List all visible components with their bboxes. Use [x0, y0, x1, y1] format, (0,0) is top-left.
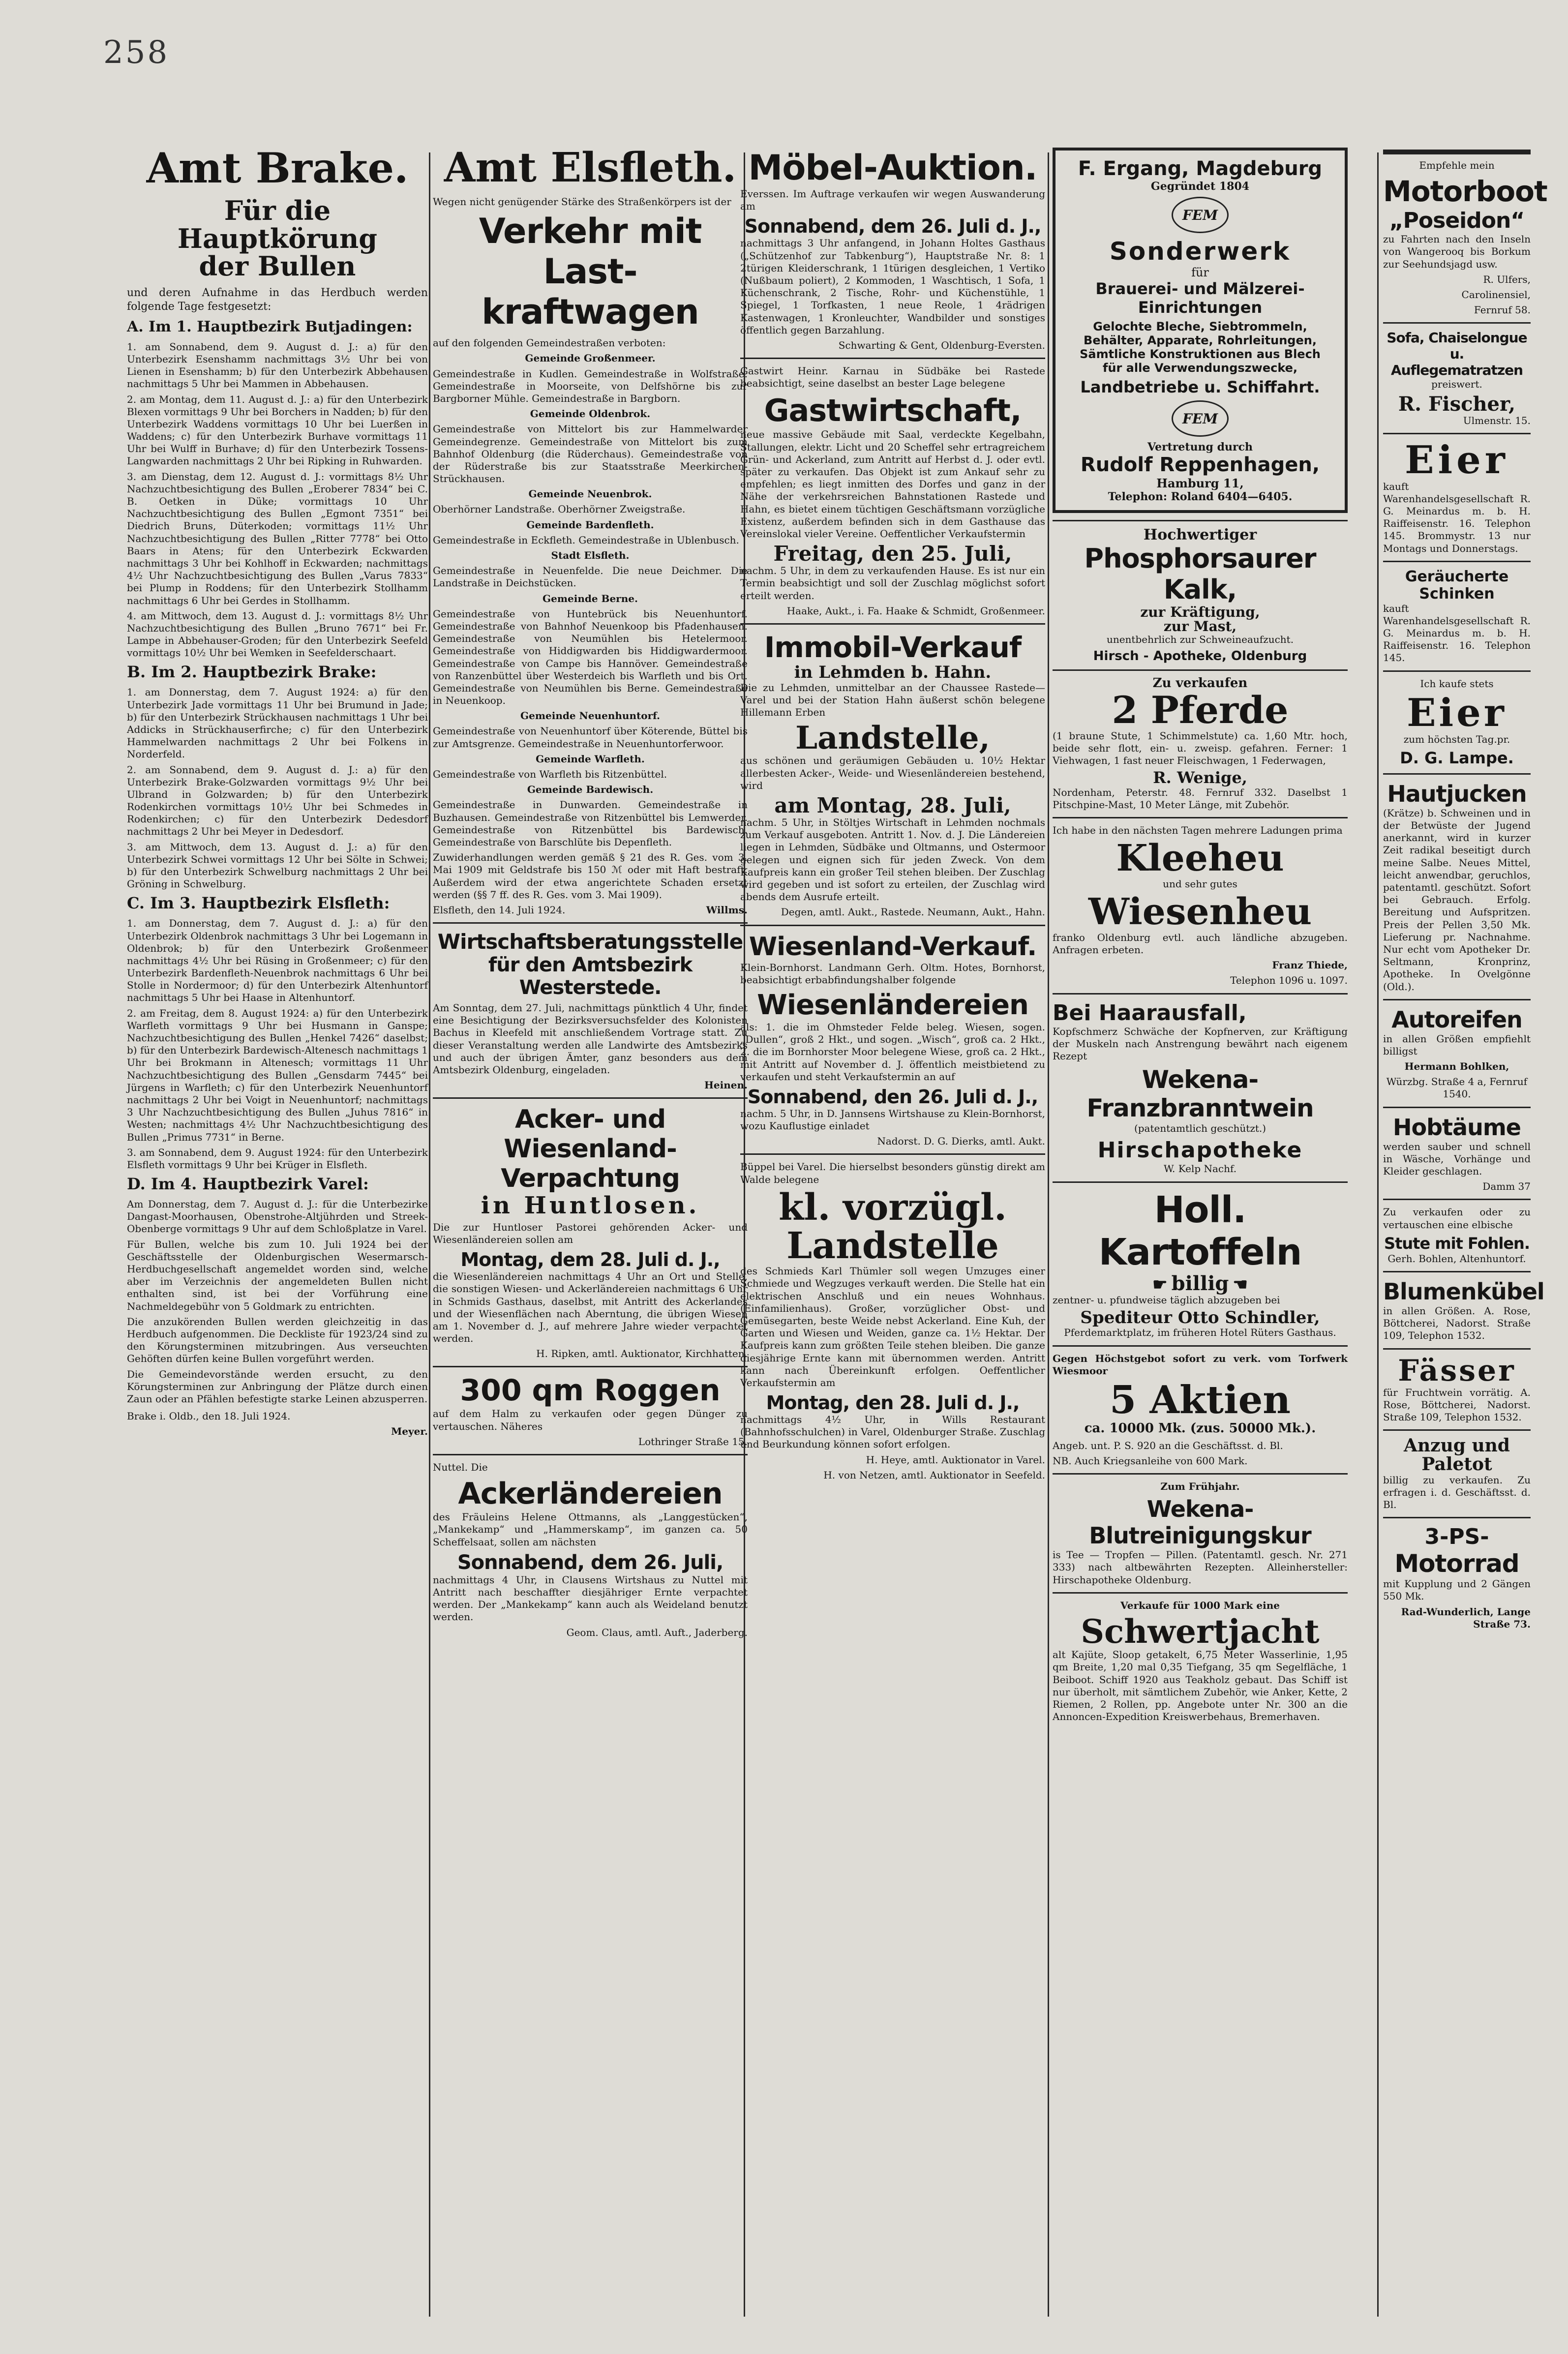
ad-text: (Krätze) b. Schweinen und in der Betwüste der Jugend anerkannt, wird in kurzer Zeit radikal beseitigt durch meine Salbe. Neues Mittel, leicht anwendbar, geruchlos, patentamtl. geschützt. Sofort bei Gebrauch. Erfolg. Bereitung und Aufspritzen. Preis der Pellen 3,50 Mk. Lieferung pr. Nachnahme. Nur echt vom Apotheker Dr. Seltmann, Kronprinz, Apotheke. In Ovelgönne (Old.).	[1383, 807, 1531, 993]
ad-text: nachm. 5 Uhr, in Stöltjes Wirtschaft in Lehmden nochmals zum Verkauf ausgeboten. Antritt 1. Nov. d. J. Die Ländereien liegen in Lehmden, Südbäke und Oltmanns, und Ostermoor gelegen und eignen sich für jeden Zweck. Von dem Kaufpreis kann ein großer Teil stehen bleiben. Der Zuschlag wird gegeben und ist sofort zu erteilen, der Zuschlag wird abends dem Ausrufe erteilt.	[740, 816, 1045, 903]
section-heading: A. Im 1. Hauptbezirk Butjadingen:	[127, 318, 413, 336]
ad-text: auf dem Halm zu verkaufen oder gegen Dünger zu vertauschen. Näheres	[433, 1408, 748, 1432]
column-rule	[429, 152, 430, 2317]
ad-headline: Gastwirtschaft,	[764, 392, 1022, 429]
ad-headline: Hobtäume	[1393, 1114, 1521, 1141]
ad-phone: Telephon 1096 u. 1097.	[1230, 974, 1348, 987]
notice-paragraph: 1. am Donnerstag, dem 7. August d. J.: a) für den Unterbezirk Oldenbrok nachmittags 3 Uhr bei Logemann in Oldenbrok; b) für den Unterbezirk Großenmeer nachmittags 4½ Uhr bei Rüsing in Großenmeer; c) für den Unterbezirk Bardenfleth-Neuenbrok nachmittags 6 Uhr bei Stolle in Nordermoor; d) für den Unterbezirk Altenhuntorf nachmittags 5 Uhr bei Haase in Altenhuntorf.	[127, 917, 428, 1004]
district-heading: Gemeinde Warfleth.	[536, 753, 645, 765]
ad-headline: Holl. Kartoffeln	[1098, 1188, 1302, 1273]
page-number: 258	[103, 34, 170, 71]
divider	[1383, 1517, 1531, 1518]
ad-signature: Gerh. Bohlen, Altenhuntorf.	[1387, 1252, 1526, 1265]
ad-headline: Bei Haarausfall,	[1053, 1000, 1247, 1026]
street-list: Gemeindestraße in Eckfleth. Gemeindestraße in Ublenbusch.	[433, 534, 739, 546]
ad-text: Ich kaufe stets	[1420, 677, 1494, 690]
divider	[740, 925, 1045, 926]
divider	[1383, 1429, 1531, 1431]
ad-date: am Montag, 28. Juli,	[774, 793, 1011, 817]
divider	[1383, 1348, 1531, 1350]
notice-intro: auf den folgenden Gemeindestraßen verboten:	[433, 337, 666, 349]
notice-paragraph: Die anzukörenden Bullen werden gleichzeitig in das Herdbuch aufgenommen. Die Deckliste für 1923/24 sind zu den Körungsterminen mitzubringen. Aus verseuchten Gehöften dürfen keine Bullen vorgeführt werden.	[127, 1315, 428, 1365]
notice-headline: Verkehr mit Last-	[479, 211, 702, 292]
ad-text: Landbetriebe u. Schiffahrt.	[1080, 378, 1320, 396]
ad-signature: Nadorst. D. G. Dierks, amtl. Aukt.	[877, 1135, 1045, 1147]
district-heading: Gemeinde Neuenhuntorf.	[520, 710, 660, 722]
ad-headline: Eier	[1405, 437, 1509, 483]
ad-date: Montag, dem 28. Juli d. J.,	[460, 1249, 720, 1271]
ad-text: als: 1. die im Ohmsteder Felde beleg. Wiesen, sogen. „Dullen“, groß 2 Hkt., und sogen. „Wisch“, groß ca. 2 Hkt., 2. die im Bornhorster Moor belegene Wiese, groß ca. 2 Hkt., mit Antritt auf November d. J. öffentlich meistbietend zu verkaufen und steht Verkaufstermin an auf	[740, 1021, 1045, 1083]
ad-founded: Gegründet 1804	[1150, 180, 1250, 193]
ad-text: unentbehrlich zur Schweineaufzucht.	[1106, 634, 1294, 646]
ad-headline: Paletot	[1421, 1453, 1492, 1475]
divider	[1383, 999, 1531, 1000]
divider	[1053, 669, 1348, 671]
ad-text: Hochwertiger	[1143, 526, 1257, 543]
ad-text: Pferdemarktplatz, im früheren Hotel Rüters Gasthaus.	[1064, 1327, 1336, 1339]
ad-headline: Kleeheu	[1116, 837, 1284, 880]
ad-signature: Carolinensiel,	[1461, 288, 1531, 301]
notice-paragraph: 2. am Sonnabend, dem 9. August d. J.: a) für den Unterbezirk Brake-Golzwarden vormittags 9½ Uhr bei Ulbrand in Golzwarden; b) für den Unterbezirk Rodenkirchen vormittags 10½ Uhr bei Schmedes in Rodenkirchen; c) für den Unterbezirk Dedesdorf nachmittags 2 Uhr bei Meyer in Dedesdorf.	[127, 763, 428, 838]
notice-amt-brake	[127, 144, 428, 1441]
district-heading: Gemeinde Großenmeer.	[525, 352, 656, 364]
ad-company: F. Ergang, Magdeburg	[1078, 157, 1323, 180]
ad-signature: Spediteur Otto Schindler,	[1080, 1307, 1320, 1328]
notice-paragraph: Für Bullen, welche bis zum 10. Juli 1924 bei der Geschäftsstelle der Oldenburgischen Wesermarsch-Herdbuchgesellschaft angemeldet worden sind, welche aber im Verzeichnis der angemeldeten Bullen nicht enthalten sind, ist bei der Vorführung eine Nachmeldegebühr von 5 Goldmark zu entrichten.	[127, 1238, 428, 1312]
ad-text: Gelochte Bleche, Siebtrommeln,	[1093, 320, 1307, 333]
notice-paragraph: 1. am Sonnabend, dem 9. August d. J.: a) für den Unterbezirk Esenshamm nachmittags 3½ Uhr bei von Lienen in Esenshamm; b) für den Unterbezirk Abbehausen nachmittags 5 Uhr bei Mammen in Abbehausen.	[127, 340, 428, 390]
ad-text: Vertretung durch	[1147, 441, 1253, 453]
divider	[1383, 1107, 1531, 1108]
notice-title: Amt Elsfleth.	[444, 144, 737, 191]
ad-headline: Wiesenland-Verkauf.	[749, 932, 1037, 962]
ads-column-commercial	[1053, 148, 1348, 1726]
ad-text: Everssen. Im Auftrage verkaufen wir wegen Auswanderung am	[740, 188, 1045, 212]
ad-headline: Wiesenländereien	[757, 989, 1028, 1021]
ad-headline: Schinken	[1419, 585, 1495, 603]
ad-text: Klein-Bornhorst. Landmann Gerh. Oltm. Hotes, Bornhorst, beabsichtigt erbabfindungshalber folgende	[740, 961, 1045, 986]
divider	[740, 623, 1045, 625]
ad-billig: ☛ billig ☚	[1152, 1271, 1248, 1295]
notice-place-date: Brake i. Oldb., den 18. Juli 1924.	[127, 1410, 291, 1422]
column-rule	[1377, 152, 1379, 2317]
street-list: Gemeindestraße von Huntebrück bis Neuenhuntorf. Gemeindestraße von Bahnhof Neuenkoop bis Pfadenhausen. Gemeindestraße von Neumühlen bis Hetelermoor. Gemeindestraße von Hiddigwarden bis Hiddigwardermoor. Gemeindestraße von Campe bis Hannöver. Gemeindestraße von Ranzenbüttel über Westerdeich bis Warfleth und bis Ort. Gemeindestraße von Neumühlen bis Berne. Gemeindestraße in Neuenkoop.	[433, 607, 748, 707]
divider	[1383, 561, 1531, 562]
pointing-hand-icon: ☛	[1152, 1274, 1168, 1295]
ad-text: des Schmieds Karl Thümler soll wegen Umzuges einer Schmiede und Wegzuges verkauft werden. Die Stelle hat ein elektrischen Anschluß und ein neues Wohnhaus. (Einfamilienhaus). Großer, vorzüglicher Obst- und Gemüsegarten, beste Weide nebst Ackerland. Eine Kuh, der Garten und Wiesen und Weiden, ganze ca. 1½ Hektar. Der Kaufpreis kann zum größten Teile stehen bleiben. Die ganze diesjährige Ernte kann mit übernommen werden. Antritt kann nach Übereinkunft erfolgen. Oeffentlicher Verkaufstermin am	[740, 1265, 1045, 1388]
ad-headline: Immobil-Verkauf	[764, 630, 1022, 664]
ad-text: ca. 10000 Mk. (zus. 50000 Mk.).	[1084, 1420, 1316, 1436]
ad-headline: Fässer	[1398, 1353, 1516, 1388]
divider	[1053, 1592, 1348, 1594]
ad-headline: „Poseidon“	[1389, 208, 1525, 234]
ad-signature: Rad-Wunderlich, Lange Straße 73.	[1401, 1605, 1531, 1630]
divider	[1383, 322, 1531, 324]
district-heading: Gemeinde Bardenfleth.	[526, 518, 654, 531]
ad-text: franko Oldenburg evtl. auch ländliche abzugeben. Anfragen erbeten.	[1053, 931, 1348, 956]
ad-headline: Wekena-Franzbranntwein	[1086, 1065, 1314, 1123]
ad-headline: Phosphorsaurer Kalk,	[1084, 543, 1316, 605]
notice-paragraph: 2. am Montag, dem 11. August d. J.: a) für den Unterbezirk Blexen vormittags 9 Uhr bei Borchers in Nadden; b) für den Unterbezirk Waddens vormittags 10 Uhr bei Luerßen in Waddens; c) für den Unterbezirk Burhave vormittags 11 Uhr bei Wulff in Burhave; d) für den Unterbezirk Tossens-Langwarden nachmittags 2 Uhr bei Ripking in Ruhwarden.	[127, 393, 428, 467]
ad-box-ergang	[1053, 148, 1348, 513]
notice-paragraph: Die Gemeindevorstände werden ersucht, zu den Körungsterminen zur Anbringung der Plätze durch einen Zaun oder an Pfählen befestigte starke Leinen abzusperren.	[127, 1368, 428, 1405]
notice-paragraph: 3. am Dienstag, dem 12. August d. J.: vormittags 8½ Uhr Nachzuchtbesichtigung des Bullen „Eroberer 7834“ bei C. B. Oetken in Düke; vormittags 10 Uhr Nachzuchtbesichtigung des Bullen „Egmont 7351“ bei Diedrich Bruns, Düterkoden; vormittags 11½ Uhr Nachzuchtbesichtigung des Bullen „Ritter 7778“ bei Otto Baars in Atens; für den Unterbezirk Eckwarden nachmittags 3 Uhr bei Kohlhoff in Eckwarden; nachmittags 4½ Uhr Nachzuchtbesichtigung des Bullen „Varus 7833“ bei Plump in Roddens; für den Unterbezirk Stollhamm nachmittags 6 Uhr bei Gerdes in Stollhamm.	[127, 470, 428, 606]
ad-text: kauft Warenhandelsgesellschaft R. G. Meinardus m. b. H. Raiffeisenstr. 16. Telephon 145. Brommystr. 13 nur Montags und Donnerstags.	[1383, 480, 1531, 554]
ad-text: Nordenham, Peterstr. 48. Fernruf 332. Daselbst 1 Pitschpine-Mast, 10 Meter Länge, mit Zubehör.	[1053, 786, 1348, 811]
ad-address: Lothringer Straße 15.	[638, 1435, 748, 1448]
ads-column-auctions	[740, 148, 1045, 1484]
ad-headline: Landstelle	[786, 1224, 999, 1267]
ad-address: Ulmenstr. 15.	[1463, 414, 1531, 426]
ad-headline: Acker- und Wiesenland-	[504, 1105, 677, 1164]
section-heading: C. Im 3. Hauptbezirk Elsfleth:	[127, 894, 390, 913]
penalty-text: Zuwiderhandlungen werden gemäß § 21 des R. Ges. vom 3. Mai 1909 mit Geldstrafe bis 150 ℳ oder mit Haft bestraft. Außerdem wird der etwa angerichtete Schaden ersetzt werden (§§ 7 ff. des R. Ges. vom 3. Mai 1909).	[433, 851, 748, 901]
divider	[1053, 993, 1348, 995]
ad-headline: Wirtschaftsberatungsstelle	[437, 930, 743, 954]
ad-date: Freitag, den 25. Juli,	[773, 542, 1012, 566]
ad-headline: Hautjucken	[1387, 780, 1527, 807]
ad-headline: Möbel-Auktion.	[748, 148, 1037, 188]
ad-headline: Blumenkübel	[1383, 1278, 1544, 1305]
ad-headline: Eier	[1407, 690, 1507, 735]
district-heading: Gemeinde Berne.	[543, 592, 638, 604]
ad-address: Würzbg. Straße 4 a, Fernruf 1540.	[1386, 1076, 1528, 1100]
notice-signature: Meyer.	[391, 1425, 428, 1438]
ad-text: Zum Frühjahr.	[1160, 1480, 1240, 1492]
ad-text: nachm. 5 Uhr, in dem zu verkaufenden Hause. Es ist nur ein Termin beabsichtigt und soll der Zuschlag möglichst sofort erteilt werden.	[740, 565, 1045, 602]
district-heading: Gemeinde Neuenbrok.	[528, 488, 652, 500]
ad-headline: Sofa, Chaiselongue u. Auflegematratzen	[1387, 330, 1527, 379]
ad-headline: Ackerländereien	[458, 1477, 723, 1511]
ad-signature: R. Ulfers,	[1483, 273, 1531, 285]
ad-signature: Heinen.	[704, 1079, 748, 1091]
company-logo-icon: FEM	[1172, 400, 1229, 437]
ad-text: die Wiesenländereien nachmittags 4 Uhr an Ort und Stelle, die sonstigen Wiesen- und Ackerländereien nachmittags 6 Uhr in Schmids Gasthaus, daselbst, mit Antritt des Ackerlandes und der Wiesenflächen nach Aberntung, die übrigen Wiesen am 1. November d. J., auf mehrere Jahre wieder verpachtet werden.	[433, 1270, 748, 1345]
ad-text: zu Fahrten nach den Inseln von Wangerooq bis Borkum zur Seehundsjagd usw.	[1383, 233, 1531, 270]
section-heading: B. Im 2. Hauptbezirk Brake:	[127, 663, 377, 682]
ad-text: Nuttel. Die	[433, 1461, 488, 1474]
ad-headline: Wiesenheu	[1088, 891, 1312, 934]
ad-text: NB. Auch Kriegsanleihe von 600 Mark.	[1053, 1454, 1248, 1467]
divider	[1383, 433, 1531, 434]
ad-text: Brauerei- und Mälzerei-	[1095, 279, 1305, 298]
ad-headline: Autoreifen	[1391, 1006, 1522, 1033]
ad-text: kauft Warenhandelsgesellschaft R. G. Meinardus m. b. H. Raiffeisenstr. 16. Telephon 145.	[1383, 602, 1531, 664]
street-list: Oberhörner Landstraße. Oberhörner Zweigstraße.	[433, 503, 686, 515]
ad-text: in allen Größen empfiehlt billigst	[1383, 1032, 1531, 1057]
ad-text: für alle Verwendungszwecke,	[1102, 361, 1298, 375]
ad-headline: in Huntlosen.	[481, 1192, 700, 1220]
ad-text: Sämtliche Konstruktionen aus Blech	[1080, 347, 1321, 361]
pointing-hand-icon: ☚	[1233, 1274, 1248, 1295]
divider	[1053, 1345, 1348, 1347]
notice-paragraph: 1. am Donnerstag, dem 7. August 1924: a) für den Unterbezirk Jade vormittags 11 Uhr bei Brumund in Jade; b) für den Unterbezirk Strückhausen nachmittags 1 Uhr bei Addicks in Strückhauserfirche; c) für den Unterbezirk Hammelwarden nachmittags 2 Uhr bei Folkens in Norderfeld.	[127, 686, 428, 760]
ad-signature: Geom. Claus, amtl. Auft., Jaderberg.	[566, 1626, 748, 1638]
ad-text: zum höchsten Tag.pr.	[1403, 733, 1510, 745]
divider	[433, 1454, 748, 1455]
ads-column-small	[1383, 148, 1547, 1633]
ad-text: Am Sonntag, dem 27. Juli, nachmittags pünktlich 4 Uhr, findet eine Besichtigung der Bezirksversuchsfelder des Kolonisten Bachus in Kleefeld mit anschließendem Vortrage statt. Zu dieser Veranstaltung werden alle Landwirte des Amtsbezirks und auch der übrigen Ämter, ganz besonders aus dem Amtsbezirk Oldenburg, eingeladen.	[433, 1002, 748, 1076]
ad-headline: Geräucherte	[1405, 568, 1509, 585]
ad-headline: Schwertjacht	[1081, 1612, 1320, 1651]
ad-date: Montag, den 28. Juli d. J.,	[766, 1392, 1020, 1414]
ad-headline: für den Amtsbezirk Westerstede.	[488, 954, 693, 999]
street-list: Gemeindestraße in Kudlen. Gemeindestraße in Wolfstraße. Gemeindestraße in Moorseite, von Delfshörne bis zur Bargborner Mühle. Gemeindestraße in Bargborn.	[433, 367, 748, 404]
ad-headline: Landstelle,	[795, 720, 990, 757]
district-heading: Stadt Elsfleth.	[551, 549, 630, 561]
ad-text: zur Mast,	[1163, 618, 1237, 634]
divider	[1053, 817, 1348, 818]
ad-signature: H. Heye, amtl. Auktionator in Varel.	[866, 1453, 1045, 1466]
divider	[1383, 1199, 1531, 1200]
ad-headline: 300 qm Roggen	[460, 1373, 721, 1408]
ad-text: Die zur Huntloser Pastorei gehörenden Acker- und Wiesenländereien sollen am	[433, 1221, 748, 1245]
divider	[1383, 670, 1531, 672]
divider	[1053, 1473, 1348, 1475]
divider	[433, 1097, 748, 1099]
notice-paragraph: 3. am Sonnabend, dem 9. August 1924: für den Unterbezirk Elsfleth vormittags 9 Uhr bei Krüger in Elsfleth.	[127, 1146, 428, 1171]
ad-phone: Telephon: Roland 6404—6405.	[1108, 490, 1293, 503]
ad-headline: Stute mit Fohlen.	[1384, 1234, 1530, 1253]
notice-headline: kraftwagen	[482, 292, 699, 332]
ad-headline: Anzug und	[1404, 1435, 1510, 1456]
district-heading: Gemeinde Bardewisch.	[527, 784, 654, 796]
ad-text: mit Kupplung und 2 Gängen 550 Mk.	[1383, 1578, 1531, 1602]
ad-date: Sonnabend, dem 26. Juli d. J.,	[744, 215, 1041, 238]
ad-signature: Haake, Aukt., i. Fa. Haake & Schmidt, Großenmeer.	[786, 604, 1045, 617]
ad-headline: Wekena-Blutreinigungskur	[1089, 1496, 1311, 1549]
notice-place-date: Elsfleth, den 14. Juli 1924. Willms.	[433, 904, 748, 916]
ad-text: Ich habe in den nächsten Tagen mehrere Ladungen prima	[1053, 824, 1343, 837]
ad-text: W. Kelp Nachf.	[1163, 1163, 1237, 1175]
divider	[1053, 520, 1348, 521]
ad-text: Zu verkaufen	[1152, 676, 1248, 691]
ad-signature: H. Ripken, amtl. Auktionator, Kirchhatten.	[536, 1348, 748, 1360]
notice-intro: Wegen nicht genügender Stärke des Straßenkörpers ist der	[433, 196, 731, 208]
notice-subtitle: der Bullen	[199, 250, 356, 282]
district-heading: Gemeinde Oldenbrok.	[530, 408, 651, 420]
ad-date: Sonnabend, den 26. Juli d. J.,	[747, 1086, 1038, 1108]
ad-text: für Fruchtwein vorrätig. A. Rose, Böttcherei, Nadorst. Straße 109, Telephon 1532.	[1383, 1386, 1531, 1423]
ad-text: nachm. 5 Uhr, in D. Jannsens Wirtshause zu Klein-Bornhorst, wozu Kauflustige einladet	[740, 1107, 1045, 1132]
ad-text: Gastwirt Heinr. Karnau in Südbäke bei Rastede beabsichtigt, seine daselbst an bester Lage belegene	[740, 365, 1045, 390]
notice-title: Amt Brake.	[146, 144, 409, 192]
divider	[1383, 1271, 1531, 1272]
ad-text: für	[1191, 266, 1209, 279]
ad-text: und sehr gutes	[1163, 877, 1237, 890]
ad-text: werden sauber und schnell in Wäsche, Vorhänge und Kleider geschlagen.	[1383, 1140, 1531, 1177]
ad-signature: D. G. Lampe.	[1400, 748, 1514, 767]
divider	[1383, 150, 1531, 154]
ad-text: nachmittags 4½ Uhr, in Wills Restaurant (Bahnhofsschulchen) in Varel, Oldenburger Straße. Zuschlag und Beurkundung können sofort erfolgen.	[740, 1414, 1045, 1450]
divider	[740, 1153, 1045, 1155]
ad-date: Sonnabend, dem 26. Juli,	[457, 1551, 724, 1574]
ad-text: zur Kräftigung,	[1140, 604, 1260, 620]
ad-text: Behälter, Apparate, Rohrleitungen,	[1084, 333, 1317, 347]
divider	[1053, 1181, 1348, 1183]
ad-headline: 3-PS-	[1424, 1524, 1489, 1550]
ad-text: (patentamtlich geschützt.)	[1134, 1122, 1266, 1135]
ad-text: alt Kajüte, Sloop getakelt, 6,75 Meter Wasserlinie, 1,95 qm Breite, 1,20 mal 0,35 Tiefgang, 35 qm Segelfläche, 1 Beiboot. Schiff 1920 aus Teakholz gebaut. Das Schiff ist nur überholt, mit sämtlichem Zubehör, wie Anker, Kette, 2 Riemen, 2 Rollen, pp. Angebote unter Nr. 300 an die Annoncen-Expedition Kreiswerbehaus, Bremerhaven.	[1053, 1649, 1348, 1723]
notice-amt-elsfleth	[433, 144, 748, 1642]
ad-text: Gegen Höchstgebot sofort zu verk. vom Torfwerk Wiesmoor	[1053, 1352, 1348, 1377]
ad-text: des Fräuleins Helene Ottmanns, als „Langgestücken“, „Mankekamp“ und „Hammerskamp“, im ganzen ca. 50 Scheffelsaat, sollen am nächsten	[433, 1511, 748, 1548]
ad-company: Rudolf Reppenhagen,	[1080, 453, 1320, 476]
street-list: Gemeindestraße in Neuenfelde. Die neue Deichmer. Die Landstraße in Deichstücken.	[433, 565, 748, 589]
street-list: Gemeindestraße in Dunwarden. Gemeindestraße in Buzhausen. Gemeindestraße von Ritzenbüttel bis Lemwerder. Gemeindestraße von Ritzenbüttel bis Bardewisch. Gemeindestraße von Barschlüte bis Depenfleth.	[433, 799, 748, 848]
ad-headline: 2 Pferde	[1112, 688, 1289, 732]
divider	[433, 922, 748, 924]
notice-intro: und deren Aufnahme in das Herdbuch werden folgende Tage festgesetzt:	[127, 287, 428, 313]
ad-text: aus schönen und geräumigen Gebäuden u. 10½ Hektar allerbesten Acker-, Weide- und Wiesenländereien bestehend, wird	[740, 754, 1045, 791]
street-list: Gemeindestraße von Neuenhuntorf über Köterende, Büttel bis zur Amtsgrenze. Gemeindestraße in Neuenhuntorferwoor.	[433, 725, 748, 750]
ad-text: Kopfschmerz Schwäche der Kopfnerven, zur Kräftigung der Muskeln nach Anstrengung bewährt nach eigenem Rezept	[1053, 1025, 1348, 1062]
ad-text: (1 braune Stute, 1 Schimmelstute) ca. 1,60 Mtr. hoch, beide sehr flott, ein- u. zweisp. gefahren. Ferner: 1 Viehwagen, 1 fast neuer Fleischwagen, 1 Federwagen,	[1053, 729, 1348, 766]
divider	[433, 1366, 748, 1367]
ad-text: Verkaufe für 1000 Mark eine	[1120, 1599, 1280, 1611]
ad-text: in allen Größen. A. Rose, Böttcherei, Nadorst. Straße 109, Telephon 1532.	[1383, 1304, 1531, 1342]
column-rule	[1048, 152, 1049, 2317]
ad-headline: kl. vorzügl.	[779, 1186, 1007, 1229]
ad-signature: Hirsch - Apotheke, Oldenburg	[1093, 649, 1307, 664]
notice-paragraph: Am Donnerstag, dem 7. August d. J.: für die Unterbezirke Dangast-Moorhausen, Obenstrohe-Altjührden und Streek-Obenberge vormittags 9 Uhr auf dem Schloßplatze in Varel.	[127, 1198, 428, 1235]
company-logo-icon: FEM	[1172, 197, 1229, 233]
ad-text: Zu verkaufen oder zu vertauschen eine elbische	[1383, 1206, 1531, 1231]
ad-signature: Hermann Bohlken,	[1404, 1060, 1509, 1073]
ad-text: preiswert.	[1431, 378, 1482, 391]
ad-text: Einrichtungen	[1138, 298, 1263, 317]
ad-text: neue massive Gebäude mit Saal, verdeckte Kegelbahn, Stallungen, elektr. Licht und 20 Scheffel sehr ertragreichem Grün- und Ackerland, zum Antritt auf Herbst d. J. oder evtl. später zu verkaufen. Das Objekt ist zum Ankauf sehr zu empfehlen; es liegt inmitten des Dorfes und ganz in der Nähe der verkehrsreichen Bahnstationen Rastede und Hahn, es bietet einem tüchtigen Geschäftsmann vorzügliche Existenz, außerdem befinden sich in dem Gasthause das Vereinslokal vieler Vereine. Oeffentlicher Verkaufstermin	[740, 428, 1045, 540]
ad-address: Hamburg 11,	[1156, 476, 1244, 490]
ad-text: nachmittags 3 Uhr anfangend, in Johann Holtes Gasthaus („Schützenhof zur Tabkenburg“), Hauptstraße Nr. 8: 1 2türigen Kleiderschrank, 1 1türigen desgleichen, 1 Vertiko (Nußbaum poliert), 2 Kommoden, 1 Waschtisch, 1 Sofa, 1 Küchenschrank, 2 Tische, Rohr- und Küchenstühle, 1 Spiegel, 1 Torfkasten, 1 neue Reole, 1 4rädrigen Kastenwagen, 1 Kronleuchter, Wandbilder und sonstiges öffentlich gegen Barzahlung.	[740, 237, 1045, 336]
ad-headline: 5 Aktien	[1110, 1377, 1291, 1422]
ad-signature: Hirschapotheke	[1097, 1138, 1303, 1163]
ad-address: Damm 37	[1482, 1180, 1531, 1193]
notice-paragraph: 4. am Mittwoch, dem 13. August d. J.: vormittags 8½ Uhr Nachzuchtbesichtigung des Bullen „Bruno 7671“ bei Fr. Lampe in Abbehauser-Groden; für den Unterbezirk Seefeld vormittags 10½ Uhr bei Wemken in Seefelderschaart.	[127, 609, 428, 659]
divider	[1383, 773, 1531, 775]
notice-subtitle: Für die Hauptkörung	[177, 195, 378, 254]
ad-signature: Schwarting & Gent, Oldenburg-Eversten.	[838, 339, 1045, 351]
street-list: Gemeindestraße von Warfleth bis Ritzenbüttel.	[433, 768, 667, 780]
ad-headline: Sonderwerk	[1109, 237, 1291, 266]
ad-text: nachmittags 4 Uhr, in Clausens Wirtshaus zu Nuttel mit Antritt nach beschaffter diesjähriger Ernte verpachtet werden. Der „Mankekamp“ kann auch als Weideland benutzt werden.	[433, 1573, 748, 1623]
ad-text: Büppel bei Varel. Die hierselbst besonders günstig direkt am Walde belegene	[740, 1161, 1045, 1185]
ad-subheadline: in Lehmden b. Hahn.	[794, 662, 992, 682]
ad-signature: R. Wenige,	[1153, 768, 1247, 787]
ad-signature: Degen, amtl. Aukt., Rastede. Neumann, Aukt., Hahn.	[781, 906, 1045, 918]
ad-text: billig zu verkaufen. Zu erfragen i. d. Geschäftsst. d. Bl.	[1383, 1474, 1531, 1511]
street-list: Gemeindestraße von Mittelort bis zur Hammelwarder Gemeindegrenze. Gemeindestraße von Mittelort bis zum Bahnhof Oldenburg (die Rüderchaus). Gemeindestraße von der Rüderstraße bis zur Staatsstraße Meerkirchen-Strückhausen.	[433, 423, 748, 485]
notice-paragraph: 3. am Mittwoch, dem 13. August d. J.: a) für den Unterbezirk Schwei vormittags 12 Uhr bei Sölte in Schwei; b) für den Unterbezirk Schwelburg nachmittags 2 Uhr bei Gröning in Schwelburg.	[127, 841, 428, 890]
ad-text: Die zu Lehmden, unmittelbar an der Chaussee Rastede—Varel und bei der Station Hahn äußerst schön belegene Hillemann Erben	[740, 681, 1045, 719]
ad-headline: Verpachtung	[501, 1164, 680, 1194]
ad-text: Angeb. unt. P. S. 920 an die Geschäftsst. d. Bl.	[1053, 1439, 1283, 1451]
ad-headline: Motorboot	[1383, 175, 1547, 209]
ad-headline: Motorrad	[1394, 1549, 1519, 1578]
ad-text: is Tee — Tropfen — Pillen. (Patentamtl. gesch. Nr. 271 333) nach altbewährten Rezepten. Alleinhersteller: Hirschapotheke Oldenburg.	[1053, 1549, 1348, 1586]
ad-phone: Fernruf 58.	[1474, 304, 1531, 316]
divider	[740, 358, 1045, 359]
ad-signature: R. Fischer,	[1398, 392, 1516, 416]
section-heading: D. Im 4. Hauptbezirk Varel:	[127, 1175, 369, 1194]
ad-signature: H. von Netzen, amtl. Auktionator in Seefeld.	[823, 1469, 1045, 1481]
ad-signature: Franz Thiede,	[1272, 959, 1348, 971]
ad-text: zentner- u. pfundweise täglich abzugeben bei	[1053, 1294, 1280, 1306]
notice-paragraph: 2. am Freitag, dem 8. August 1924: a) für den Unterbezirk Warfleth vormittags 9 Uhr bei Husmann in Ganspe; Nachzuchtbesichtigung des Bullen „Henkel 7426“ daselbst; b) für den Unterbezirk Bardewisch-Altenesch nachmittags 1 Uhr bei Brokmann in Altenesch; vormittags 11 Uhr Nachzuchtbesichtigung des Bullen „Gensdarm 7445“ bei Jürgens in Warfleth; c) für den Unterbezirk Neuenhuntorf nachmittags 2 Uhr bei Voigt in Neuenhuntorf; nachmittags 3 Uhr Nachzuchtbesichtigung des Bullen „Juhus 7816“ in Westen; nachmittags 4½ Uhr Nachzuchtbesichtigung des Bullen „Primus 7731“ in Berne.	[127, 1007, 428, 1143]
ad-text: Empfehle mein	[1419, 159, 1495, 171]
